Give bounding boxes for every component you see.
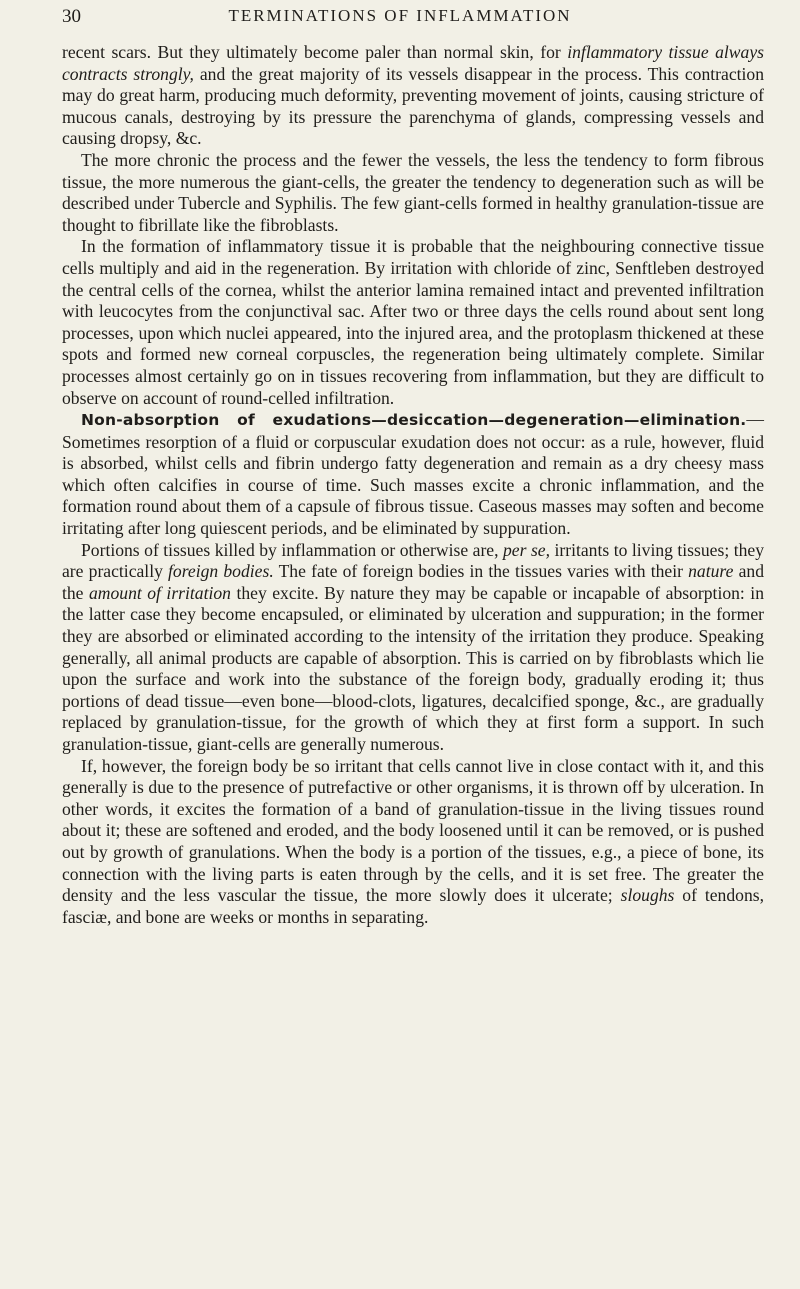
text-run: and the: [62, 561, 764, 603]
italic-text: inflammatory tissue always contracts strongly,: [62, 42, 764, 84]
italic-text: amount of irritation: [88, 582, 231, 603]
text-run: If, however, the foreign body be so irritant that cells cannot live in close contact with it, and this generally is due to the presence of putrefactive or other organisms, it is thrown off by ulceration. In other words, it excites the formation of a band of granulation-tissue in the living tissues round about it; these are softened and eroded, and the body loosened until it can be removed, or is pushed out by growth of granulations. When the body is a portion of the tissues, e.g., a piece of bone, its connection with the living parts is eaten through by the cells, and it is set free. The greater the density and the less vascular the tissue, the more slowly does it ulcerate;: [62, 755, 764, 906]
text-run: recent scars. But they ultimately become paler than normal skin, for: [62, 42, 568, 62]
italic-text: per se,: [503, 539, 550, 560]
paragraph: [62, 150, 764, 236]
text-run: In the formation of inflammatory tissue it is probable that the neighbouring connective tissue cells multiply and aid in the regeneration. By irritation with chloride of zinc, Senftleben destroyed the central cells of the cornea, whilst the anterior lamina remained intact and prevented infiltration with leucocytes from the conjunctival sac. After two or three days the cells round about sent long processes, upon which nuclei appeared, into the injured area, and the protoplasm thickened at these spots and formed new corneal corpuscles, the regeneration being ultimately complete. Similar processes almost certainly go on in tissues recovering from inflammation, but they are difficult to observe on account of round-celled infiltration.: [62, 236, 764, 408]
text-run: irritants to living tissues; they are practically: [62, 539, 764, 582]
paragraph: [62, 540, 764, 756]
text-run: they excite. By nature they may be capable or incapable of absorption: in the latter case they become encapsuled, or eliminated by ulceration and suppuration; in the former they are absorbed or eliminated according to the intensity of the irritation they produce. Speaking generally, all animal products are capable of absorption. This is carried on by fibroblasts which lie upon the surface and work into the substance of the foreign body, gradually eroding it; thus portions of dead tissue—even bone—blood-clots, ligatures, decalcified sponge, &c., are gradually replaced by granulation-tissue, for the growth of which they at first form a support. In such granulation-tissue, giant-cells are generally numerous.: [62, 582, 764, 754]
text-run: of tendons, fasciæ, and bone are weeks or months in separating.: [62, 885, 764, 927]
text-run: The fate of foreign bodies in the tissues varies with their: [273, 561, 689, 582]
paragraph: [62, 756, 764, 929]
paragraph: [62, 42, 764, 150]
page-number: 30: [62, 6, 81, 27]
running-title: TERMINATIONS OF INFLAMMATION: [228, 6, 572, 25]
text-run: —Sometimes resorption of a fluid or corpuscular exudation does not occur: as a rule, however, fluid is absorbed, whilst cells and fibrin undergo fatty degeneration and remain as a dry cheesy mass which often calcifies in course of time. Such masses excite a chronic inflammation, and the formation round about them of a capsule of fibrous tissue. Caseous masses may soften and become irritating after long quiescent periods, and be eliminated by suppuration.: [62, 409, 764, 539]
italic-text: nature: [688, 561, 734, 582]
text-run: Portions of tissues killed by inflammation or otherwise are,: [81, 539, 503, 560]
paragraph-with-side-heading: [62, 409, 764, 540]
text-run: The more chronic the process and the fewer the vessels, the less the tendency to form fibrous tissue, the more numerous the giant-cells, the greater the tendency to degeneration such as will be described under Tubercle and Syphilis. The few giant-cells formed in healthy granulation-tissue are thought to fibrillate like the fibroblasts.: [62, 149, 764, 235]
italic-text: foreign bodies.: [168, 561, 274, 582]
body-text: [62, 42, 764, 928]
page-header: [0, 6, 800, 32]
text-run: and the great majority of its vessels disappear in the process. This contraction may do great harm, producing much deformity, preventing movement of joints, causing stricture of mucous canals, destroying by its pressure the parenchyma of glands, compressing vessels and causing dropsy, &c.: [62, 63, 764, 149]
italic-text: sloughs: [620, 885, 675, 906]
paragraph: [62, 236, 764, 409]
side-heading: Non-absorption of exudations—desiccation—degeneration—elimination.: [81, 411, 747, 430]
